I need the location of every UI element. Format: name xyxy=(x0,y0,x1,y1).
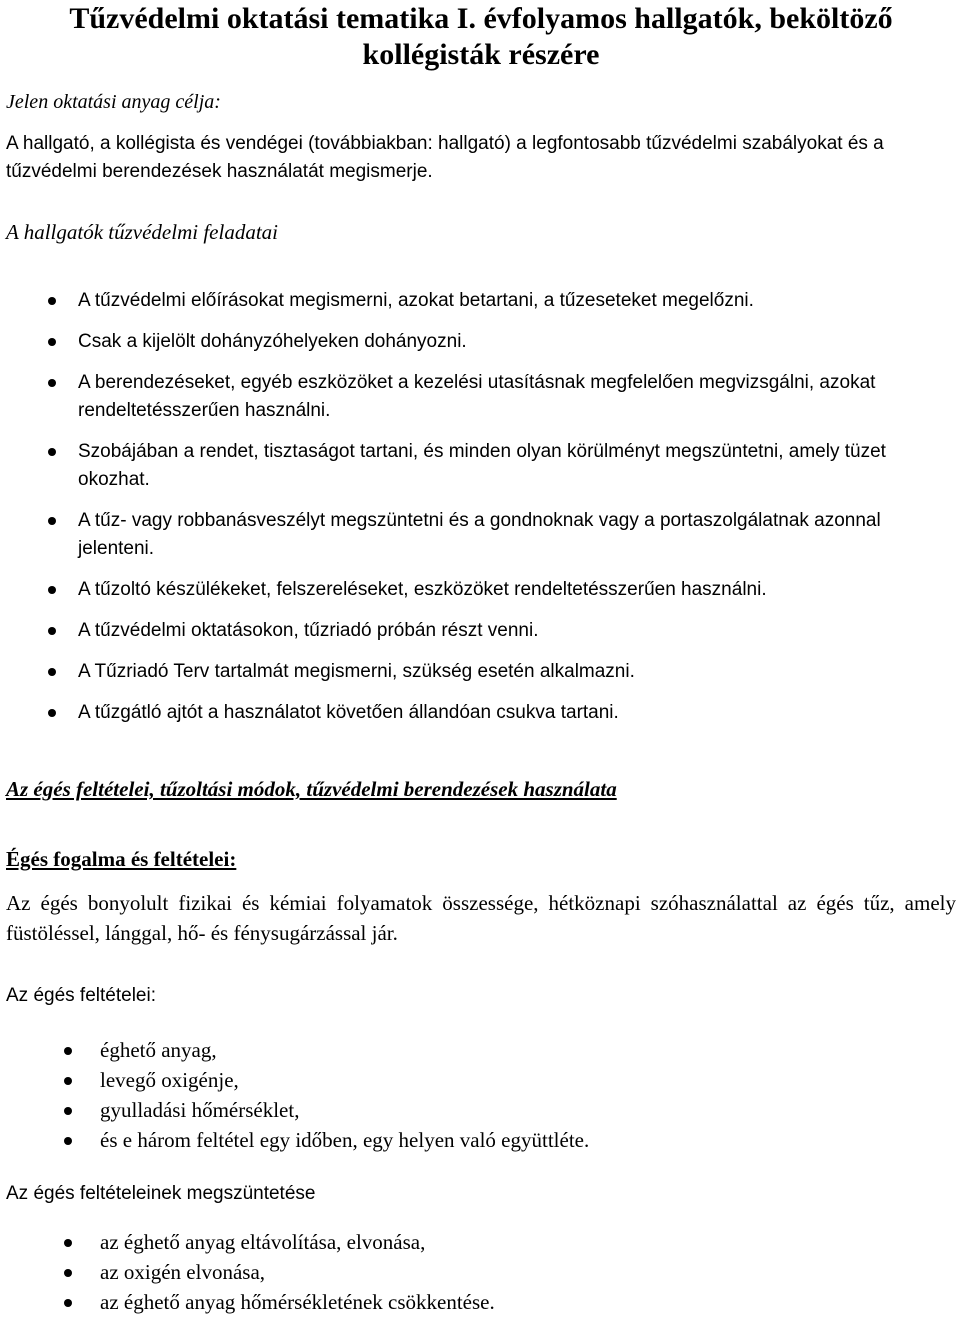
document-title-line-2: kollégisták részére xyxy=(362,38,600,71)
task-item: A tűzvédelmi oktatásokon, tűzriadó próbán részt venni. xyxy=(6,617,956,645)
conditions-list xyxy=(6,1035,956,1155)
tasks-list xyxy=(6,287,956,740)
condition-item: levegő oxigénje, xyxy=(6,1065,956,1095)
elimination-item: az éghető anyag hőmérsékletének csökkentése. xyxy=(6,1287,956,1317)
conditions-heading: Az égés feltételei: xyxy=(6,985,156,1006)
document-title xyxy=(6,0,956,73)
purpose-text: A hallgató, a kollégista és vendégei (továbbiakban: hallgató) a legfontosabb tűzvédelmi szabályokat és a tűzvédelmi berendezések használatát megismerje. xyxy=(6,133,884,182)
condition-item: éghető anyag, xyxy=(6,1035,956,1065)
burning-text: Az égés bonyolult fizikai és kémiai folyamatok összessége, hétköznapi szóhasználattal az égés tűz, amely füstöléssel, lánggal, hő- és fénysugárzással jár. xyxy=(6,891,956,945)
task-item: A Tűzriadó Terv tartalmát megismerni, szükség esetén alkalmazni. xyxy=(6,658,956,686)
task-item: A tűzgátló ajtót a használatot követően állandóan csukva tartani. xyxy=(6,699,956,727)
condition-item: gyulladási hőmérséklet, xyxy=(6,1095,956,1125)
tasks-heading: A hallgatók tűzvédelmi feladatai xyxy=(6,220,278,244)
condition-item: és e három feltétel egy időben, egy helyen való együttléte. xyxy=(6,1125,956,1155)
document-page xyxy=(6,0,956,1314)
task-item: A tűzvédelmi előírásokat megismerni, azokat betartani, a tűzeseteket megelőzni. xyxy=(6,287,956,315)
section-heading: Az égés feltételei, tűzoltási módok, tűzvédelmi berendezések használata xyxy=(6,777,617,801)
task-item: A tűzoltó készülékeket, felszereléseket, eszközöket rendeltetésszerűen használni. xyxy=(6,576,956,604)
task-item: Csak a kijelölt dohányzóhelyeken dohányozni. xyxy=(6,328,956,356)
task-item: Szobájában a rendet, tisztaságot tartani, és minden olyan körülményt megszüntetni, amely tüzet okozhat. xyxy=(6,438,956,494)
burning-heading: Égés fogalma és feltételei: xyxy=(6,847,237,871)
elimination-item: az oxigén elvonása, xyxy=(6,1257,956,1287)
document-title-line-1: Tűzvédelmi oktatási tematika I. évfolyamos hallgatók, beköltöző xyxy=(69,2,893,35)
elimination-heading: Az égés feltételeinek megszüntetése xyxy=(6,1183,316,1204)
task-item: A berendezéseket, egyéb eszközöket a kezelési utasításnak megfelelően megvizsgálni, azokat rendeltetésszerűen használni. xyxy=(6,369,956,425)
elimination-list xyxy=(6,1227,956,1317)
elimination-item: az éghető anyag eltávolítása, elvonása, xyxy=(6,1227,956,1257)
purpose-heading: Jelen oktatási anyag célja: xyxy=(6,91,221,113)
task-item: A tűz- vagy robbanásveszélyt megszüntetni és a gondnoknak vagy a portaszolgálatnak azonnal jelenteni. xyxy=(6,507,956,563)
